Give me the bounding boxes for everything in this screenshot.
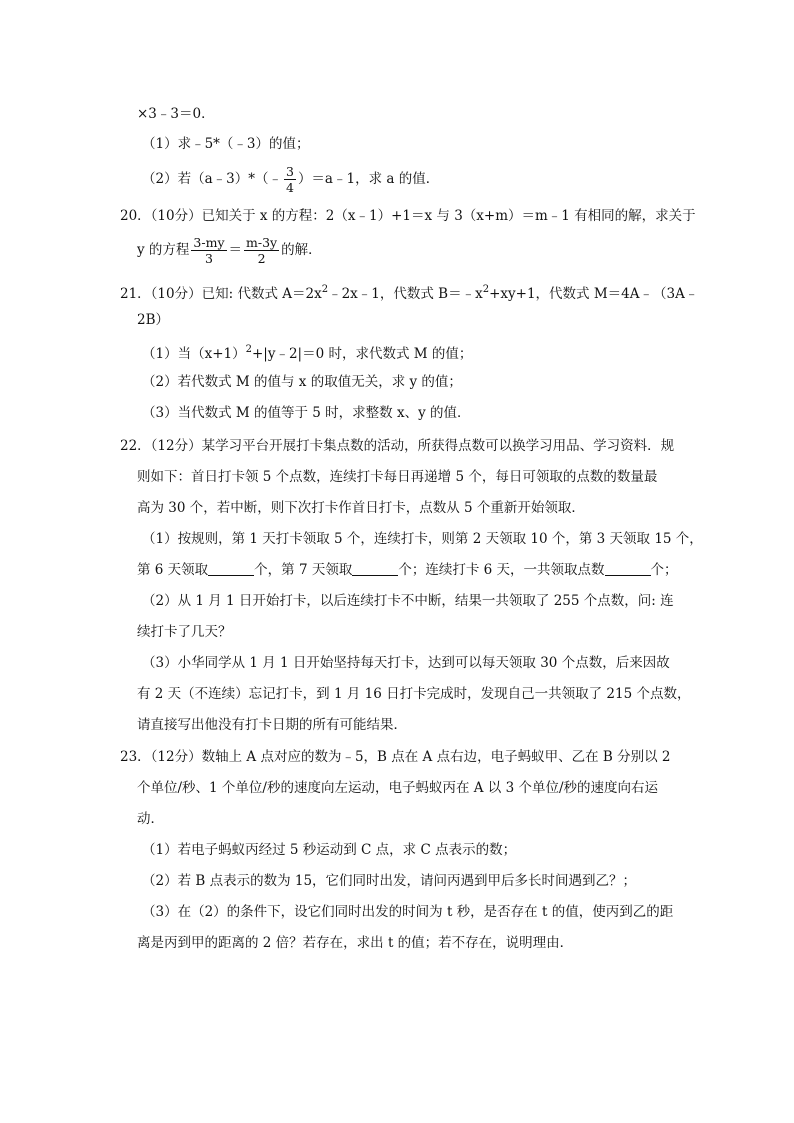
fraction: $\frac{3}{4}$ [285,164,294,195]
q21-line2: 2B） [137,312,170,328]
q21-part2: （2）若代数式 M 的值与 x 的取值无关，求 y 的值； [142,374,462,390]
q22-part3-line1: （3）小华同学从 1 月 1 日开始坚持每天打卡，达到可以每天领取 30 个点数，后来因故 [142,655,670,671]
q19-continuation: ×3﹣3＝0． [137,106,215,122]
q23-line2: 个单位/秒、1 个单位/秒的速度向左运动，电子蚂蚁丙在 A 以 3 个单位/秒的速度向右运 [137,780,659,796]
q21-part3: （3）当代数式 M 的值等于 5 时，求整数 x、y 的值． [142,405,471,421]
q23-line1: 23．（12分）数轴上 A 点对应的数为﹣5，B 点在 A 点右边，电子蚂蚁甲、乙在 B 分别以 2 [120,749,671,765]
q19-part2: （2）若（a﹣3）*（﹣ $\frac{3}{4}$ ）＝a﹣1，求 a 的值． [142,164,440,195]
q20-line2: y 的方程 $\frac{3-my}{3}$ ＝ $\frac{m-3y}{2}$ 的解． [137,235,322,266]
fraction: $\frac{m-3y}{2}$ [246,235,278,266]
q22-part2-line1: （2）从 1 月 1 日开始打卡，以后连续打卡不中断，结果一共领取了 255 个点数，问: 连 [142,593,674,609]
answer-blank [208,561,254,576]
q21-line1: 21．（10分）已知: 代数式 $A=2x^2﹣2x﹣1$，代数式 $B=﹣x^2+xy+1$，代数式 M＝4A﹣（3A﹣ [120,284,699,302]
q23-line3: 动． [137,811,164,827]
answer-blank [605,561,651,576]
q23-part1: （1）若电子蚂蚁丙经过 5 秒运动到 C 点，求 C 点表示的数； [142,842,517,858]
q22-part3-line3: 请直接写出他没有打卡日期的所有可能结果． [137,717,407,733]
answer-blank [352,561,398,576]
q19-part1: （1）求﹣5*（﹣3）的值； [142,136,310,152]
q22-line2: 则如下：首日打卡领 5 个点数，连续打卡每日再递增 5 个，每日可领取的点数的数量最 [137,469,658,485]
q22-part1-line2: 第 6 天领取 个，第 7 天领取 个；连续打卡 6 天，一共领取点数 个； [137,562,678,578]
q22-part3-line2: 有 2 天（不连续）忘记打卡，到 1 月 16 日打卡完成时，发现自己一共领取了 215 个点数， [137,686,691,702]
fraction: $\frac{3-my}{3}$ [193,235,225,266]
q22-line3: 高为 30 个，若中断，则下次打卡作首日打卡，点数从 5 个重新开始领取． [137,500,585,516]
q20-line1: 20．（10分）已知关于 x 的方程：2（x﹣1）+1＝x 与 3（x+m）＝m﹣1 有相同的解，求关于 [120,208,696,224]
q22-line1: 22．（12分）某学习平台开展打卡集点数的活动，所获得点数可以换学习用品、学习资料．规 [120,438,675,454]
q22-part1-line1: （1）按规则，第 1 天打卡领取 5 个，连续打卡，则第 2 天领取 10 个，第 3 天领取 15 个， [142,531,703,547]
q23-part3-line2: 离是丙到甲的距离的 2 倍？若存在，求出 t 的值；若不存在，说明理由． [137,935,574,951]
q23-part2: （2）若 B 点表示的数为 15，它们同时出发，请问丙遇到甲后多长时间遇到乙？； [142,873,637,889]
q21-part1: （1）当$(x+1)^2+|y﹣2|=0$ 时，求代数式 M 的值； [142,344,473,362]
q23-part3-line1: （3）在（2）的条件下，设它们同时出发的时间为 t 秒，是否存在 t 的值，使丙到乙的距 [142,904,674,920]
q22-part2-line2: 续打卡了几天？ [137,624,232,640]
